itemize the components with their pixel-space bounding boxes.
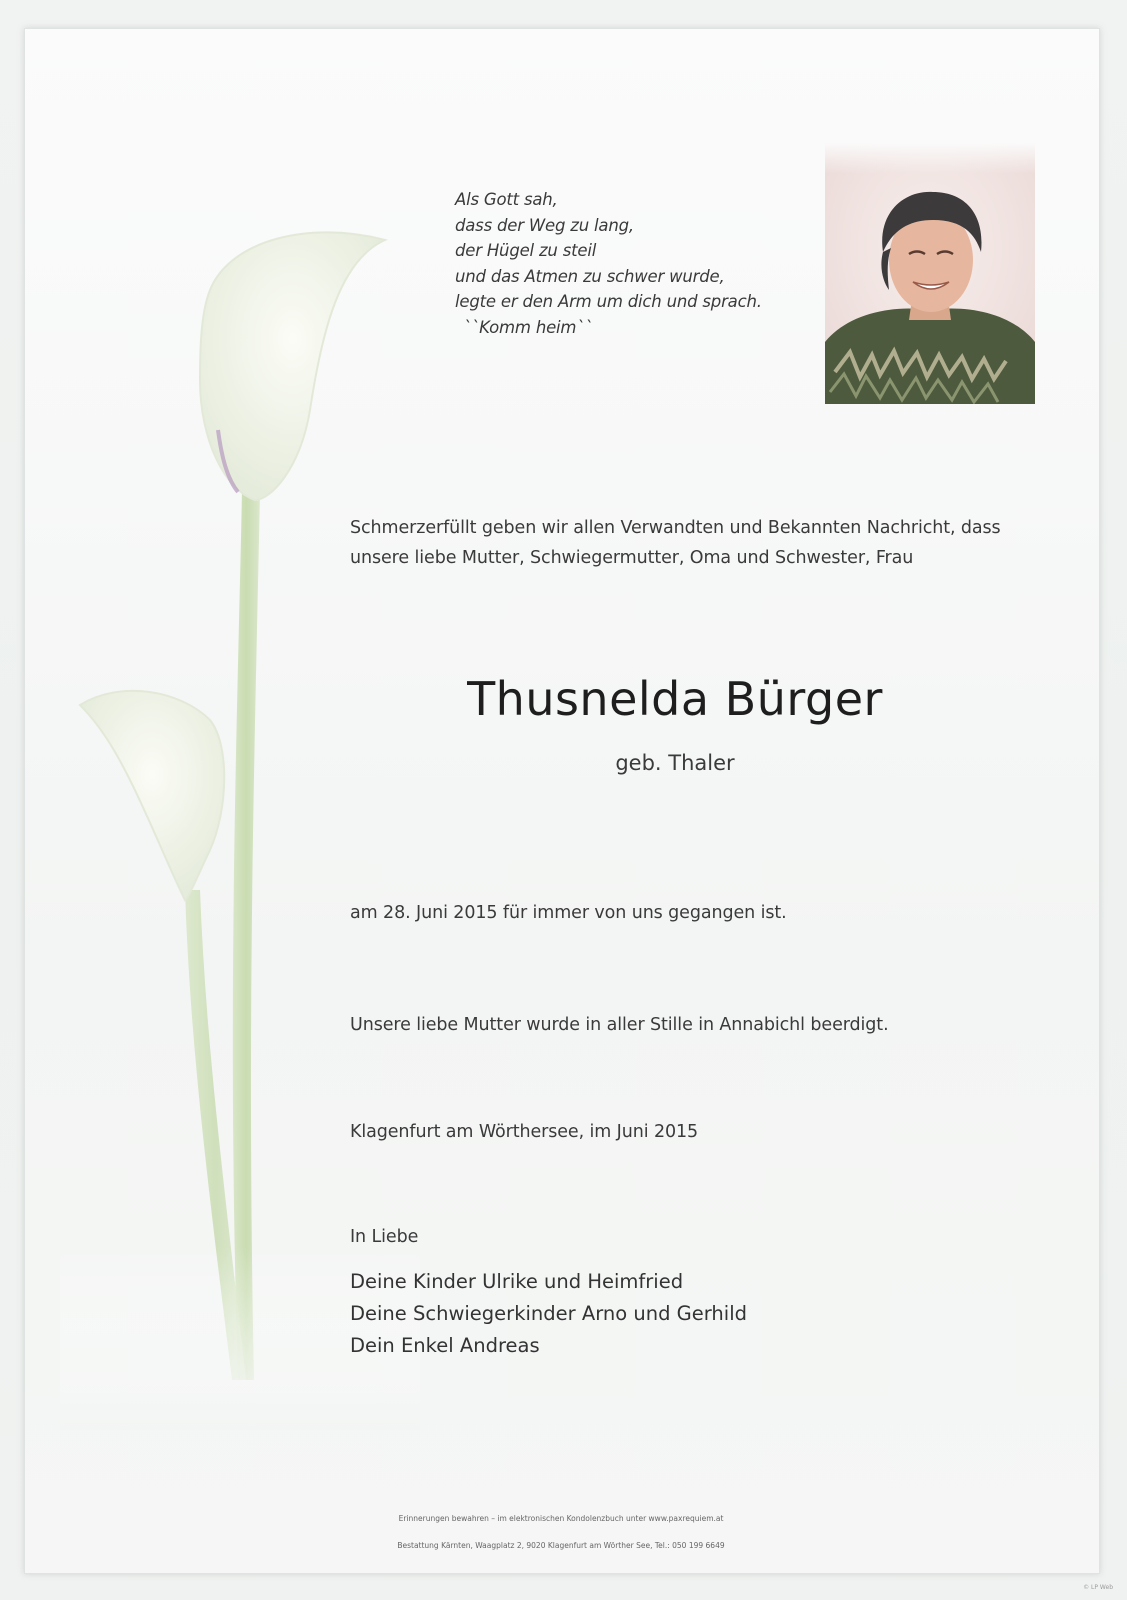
mourner-line: Deine Kinder Ulrike und Heimfried bbox=[350, 1270, 684, 1293]
footer-undertaker-line: Bestattung Kärnten, Waagplatz 2, 9020 Klagenfurt am Wörther See, Tel.: 050 199 6649 bbox=[397, 1541, 725, 1550]
poem-line: dass der Weg zu lang, bbox=[455, 215, 634, 235]
mourner-line: Dein Enkel Andreas bbox=[350, 1334, 540, 1357]
burial-notice: Unsere liebe Mutter wurde in aller Stille in Annabichl beerdigt. bbox=[350, 1015, 889, 1035]
poem-line: legte er den Arm um dich und sprach. bbox=[455, 292, 762, 311]
closing-phrase: In Liebe bbox=[350, 1227, 419, 1247]
poem-line: ``Komm heim`` bbox=[463, 317, 593, 337]
poem bbox=[455, 187, 762, 340]
announcement-text bbox=[350, 513, 1001, 573]
footer-condolence-line: Erinnerungen bewahren – im elektronischen Kondolenzbuch unter www.paxrequiem.at bbox=[398, 1514, 724, 1523]
place-date: Klagenfurt am Wörthersee, im Juni 2015 bbox=[350, 1122, 699, 1142]
poem-line: der Hügel zu steil bbox=[455, 241, 597, 260]
mourner-line: Deine Schwiegerkinder Arno und Gerhild bbox=[350, 1302, 748, 1325]
copyright-note: © LP Web bbox=[1083, 1584, 1113, 1591]
portrait-photo bbox=[825, 142, 1035, 404]
poem-line: Als Gott sah, bbox=[455, 190, 558, 209]
poem-line: und das Atmen zu schwer wurde, bbox=[455, 266, 725, 286]
mourners-list bbox=[350, 1266, 747, 1362]
announcement-line: Schmerzerfüllt geben wir allen Verwandten und Bekannten Nachricht, dass bbox=[350, 518, 1001, 538]
death-notice: am 28. Juni 2015 für immer von uns gegangen ist. bbox=[350, 903, 787, 923]
deceased-name: Thusnelda Bürger bbox=[467, 672, 883, 726]
maiden-name: geb. Thaler bbox=[615, 751, 735, 775]
announcement-line: unsere liebe Mutter, Schwiegermutter, Oma und Schwester, Frau bbox=[350, 548, 914, 568]
